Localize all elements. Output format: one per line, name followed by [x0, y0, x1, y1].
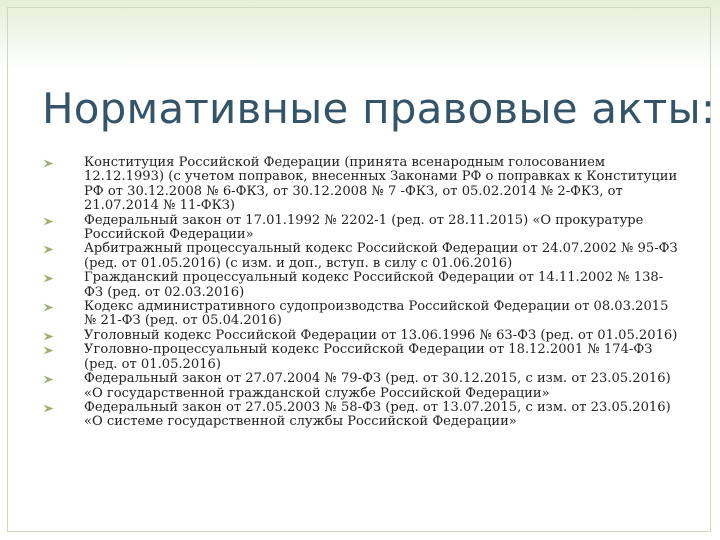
list-item [40, 329, 680, 343]
arrowhead-bullet-icon [43, 404, 54, 413]
arrowhead-bullet-icon [43, 217, 54, 226]
arrowhead-bullet-icon [43, 159, 54, 168]
arrowhead-bullet-icon [43, 332, 54, 341]
list-item-text: Конституция Российской Федерации (принята всенародным голосованием 12.12.1993) (с учетом поправок, внесенных Законами РФ о поправках к Конституции РФ от 30.12.2008 № 6-ФКЗ, от 30.12.2008 № 7 -ФКЗ, от 05.02.2014 № 2-ФКЗ, от 21.07.2014 № 11-ФКЗ) [84, 155, 678, 214]
list-item-text: Федеральный закон от 27.05.2003 № 58-ФЗ (ред. от 13.07.2015, с изм. от 23.05.2016) «О системе государственной службы Российской Федерации» [84, 399, 671, 430]
legal-acts-list [40, 156, 680, 430]
arrowhead-bullet-icon [43, 346, 54, 355]
slide-title: Нормативные правовые акты: [42, 84, 716, 133]
list-item-text: Уголовный кодекс Российской Федерации от 13.06.1996 № 63-ФЗ (ред. от 01.05.2016) [84, 327, 678, 343]
list-item [40, 271, 680, 300]
list-item [40, 242, 680, 271]
list-item-text: Федеральный закон от 17.01.1992 № 2202-1 (ред. от 28.11.2015) «О прокуратуре Российской Федерации» [84, 212, 644, 243]
arrowhead-bullet-icon [43, 245, 54, 254]
list-item-text: Уголовно-процессуальный кодекс Российской Федерации от 18.12.2001 № 174-ФЗ (ред. от 01.05.2016) [84, 342, 653, 372]
arrowhead-bullet-icon [43, 303, 54, 312]
arrowhead-bullet-icon [43, 274, 54, 283]
list-item-text: Арбитражный процессуальный кодекс Российской Федерации от 24.07.2002 № 95-ФЗ (ред. от 01.05.2016) (с изм. и доп., вступ. в силу с 01.06.2016) [84, 241, 678, 271]
list-item [40, 214, 680, 243]
list-item [40, 372, 680, 401]
list-item-text: Федеральный закон от 27.07.2004 № 79-ФЗ (ред. от 30.12.2015, с изм. от 23.05.2016) «О государственной гражданской службе Российской Федерации» [84, 371, 671, 401]
list-item [40, 156, 680, 214]
list-item [40, 343, 680, 372]
list-item-text: Кодекс административного судопроизводства Российской Федерации от 08.03.2015 № 21-ФЗ (ред. от 05.04.2016) [84, 299, 669, 329]
arrowhead-bullet-icon [43, 375, 54, 384]
list-item-text: Гражданский процессуальный кодекс Российской Федерации от 14.11.2002 № 138-ФЗ (ред. от 02.03.2016) [84, 270, 664, 300]
list-item [40, 401, 680, 430]
list-item [40, 300, 680, 329]
